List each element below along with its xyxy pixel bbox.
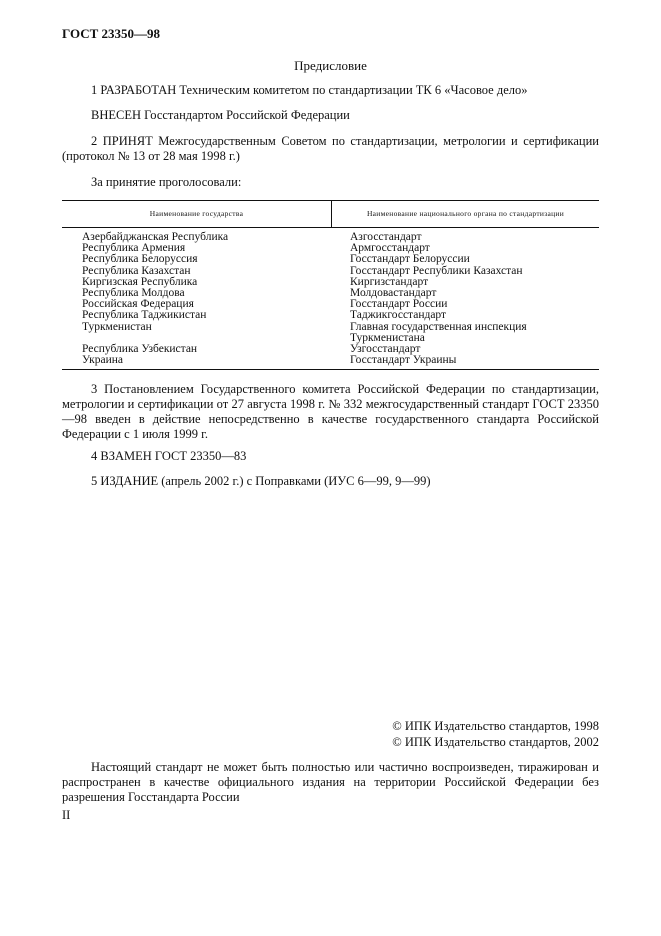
standard-designation: ГОСТ 23350—98 [62,26,161,41]
table-header-divider [62,227,599,228]
table-header-state: Наименование государства [149,209,244,218]
table-cell-body: Туркменистана [350,331,425,344]
paragraph-adopted: 2 ПРИНЯТ Межгосударственным Советом по стандартизации, метрологии и сертификации (протокол № 13 от 28 мая 1998 г.) [62,134,599,163]
section-title: Предисловие [294,58,367,73]
page-number: II [62,808,71,822]
table-cell-state: Республика Таджикистан [82,309,207,322]
table-cell-body: Таджикгосстандарт [350,309,447,322]
table-cell-body: Госстандарт России [350,298,448,311]
table-cell-body: Молдовастандарт [350,287,437,300]
paragraph-edition: 5 ИЗДАНИЕ (апрель 2002 г.) с Поправками (ИУС 6—99, 9—99) [91,474,431,488]
table-cell-body: Госстандарт Украины [350,354,457,367]
copyright-line: © ИПК Издательство стандартов, 1998 [392,719,599,733]
table-cell-body: Киргизстандарт [350,275,429,288]
table-cell-state: Республика Молдова [82,287,185,300]
table-cell-body: Госстандарт Республики Казахстан [350,264,523,277]
table-column-states [82,232,228,366]
table-cell-body: Азгосстандарт [350,231,422,243]
paragraph-introduced: ВНЕСЕН Госстандартом Российской Федерации [91,108,350,122]
table-cell-state: Республика Армения [82,242,186,255]
table-cell-body: Госстандарт Белоруссии [350,253,470,266]
table-header-body: Наименование национального органа по стандартизации [366,209,565,218]
table-cell-state: Республика Узбекистан [82,343,198,356]
table-cell-state: Азербайджанская Республика [82,231,229,243]
table-cell-state: Киргизская Республика [82,275,198,288]
reproduction-notice: Настоящий стандарт не может быть полностью или частично воспроизведен, тиражирован и распространен в качестве официального издания на территории Российской Федерации без разрешения Госстандарта России [62,760,599,804]
table-cell-state: Республика Белоруссия [82,253,198,266]
paragraph-replaces: 4 ВЗАМЕН ГОСТ 23350—83 [91,449,247,463]
table-cell-state: Туркменистан [82,320,152,333]
table-cell-body: Главная государственная инспекция [350,320,527,333]
table-cell-state: Украина [82,354,123,367]
table-cell-state: Российская Федерация [82,298,194,311]
paragraph-enacted: 3 Постановлением Государственного комитета Российской Федерации по стандартизации, метрологии и сертификации от 27 августа 1998 г. № 332 межгосударственный стандарт ГОСТ 23350—98 введен в действие непосредственно в качестве государственного стандарта Российской Федерации с 1 июля 1999 г. [62,382,599,441]
paragraph-developed: 1 РАЗРАБОТАН Техническим комитетом по стандартизации ТК 6 «Часовое дело» [91,83,528,97]
table-cell-state: Республика Казахстан [82,264,191,277]
copyright-line: © ИПК Издательство стандартов, 2002 [392,735,599,749]
table-cell-body: Армгосстандарт [350,242,430,255]
voting-table [62,200,599,370]
table-cell-body: Узгосстандарт [350,343,421,356]
table-column-bodies [350,232,527,366]
paragraph-voted: За принятие проголосовали: [91,175,242,189]
